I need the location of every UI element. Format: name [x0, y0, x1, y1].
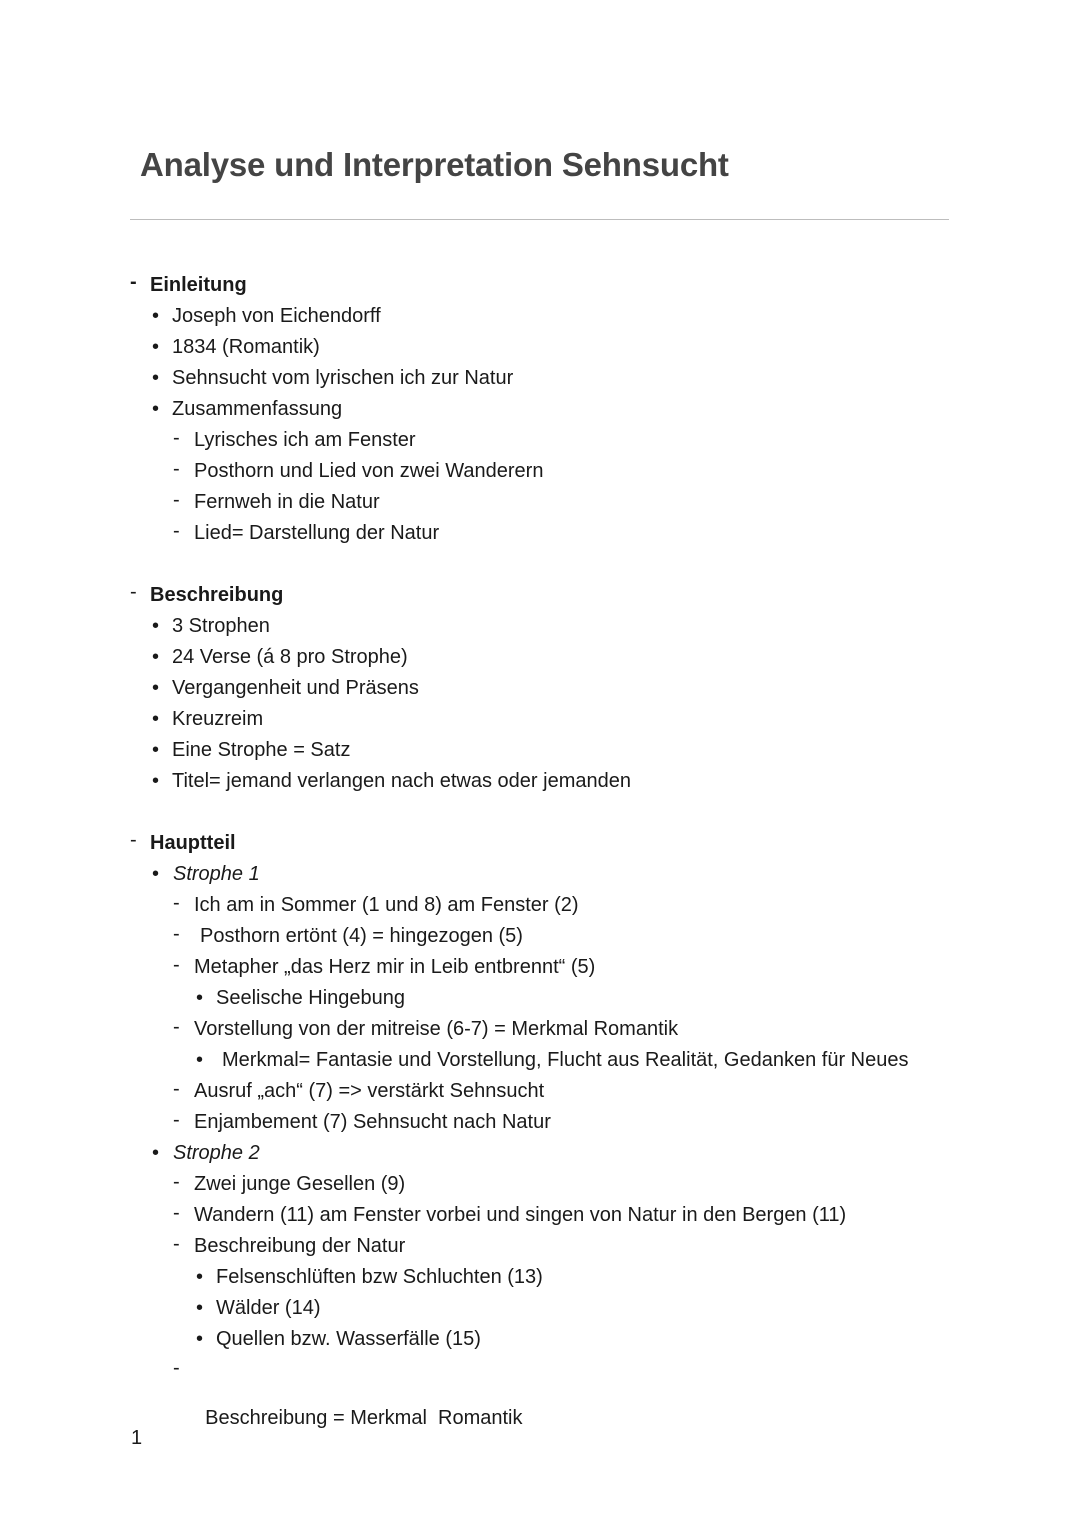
- page-title: Analyse und Interpretation Sehnsucht: [140, 146, 729, 183]
- dash-marker: -: [173, 1357, 180, 1379]
- bullet-marker: •: [152, 367, 160, 389]
- section-heading-label: Einleitung: [150, 274, 247, 296]
- dash-marker: -: [173, 892, 180, 914]
- bullet-marker: •: [152, 739, 160, 761]
- list-item: [152, 707, 264, 731]
- sub-list-item: [173, 520, 440, 545]
- sub-list-item: [173, 923, 523, 948]
- list-item-text: Vorstellung von der mitreise (6-7) = Merkmal Romantik: [194, 1018, 679, 1040]
- sub-list-item: [173, 458, 544, 483]
- bullet-marker: •: [152, 708, 160, 730]
- dash-marker: -: [173, 954, 180, 976]
- page-number: 1: [131, 1427, 143, 1449]
- sub-list-item: [173, 489, 380, 514]
- bullet-marker: •: [152, 770, 160, 792]
- list-item-text: Enjambement (7) Sehnsucht nach Natur: [194, 1111, 551, 1133]
- bullet-marker: •: [196, 1297, 204, 1319]
- list-item: [152, 304, 381, 328]
- title-divider: [130, 219, 949, 220]
- dash-marker: -: [173, 1078, 180, 1100]
- list-item-text: Titel= jemand verlangen nach etwas oder jemanden: [172, 770, 631, 792]
- bullet-marker: •: [152, 336, 160, 358]
- sub-list-item: [173, 427, 416, 452]
- sub-sub-list-item: [196, 1265, 543, 1289]
- sub-list-item: [173, 1016, 679, 1041]
- list-item: [152, 614, 270, 638]
- sub-list-item: [173, 1078, 545, 1103]
- list-item-text: Felsenschlüften bzw Schluchten (13): [216, 1266, 543, 1288]
- dash-marker: -: [130, 271, 137, 293]
- list-item-text: Posthorn und Lied von zwei Wanderern: [194, 460, 544, 482]
- list-item-text: Posthorn ertönt (4) = hingezogen (5): [200, 925, 523, 947]
- bullet-marker: •: [196, 987, 204, 1009]
- section-heading-beschreibung: [130, 581, 284, 607]
- sub-list-item: [173, 1171, 406, 1196]
- bullet-marker: •: [152, 646, 160, 668]
- bullet-marker: •: [196, 1049, 204, 1071]
- dash-marker: -: [130, 581, 137, 603]
- dash-marker: -: [173, 1233, 180, 1255]
- dash-marker: -: [173, 458, 180, 480]
- list-item-text: Merkmal= Fantasie und Vorstellung, Flucht aus Realität, Gedanken für Neues: [222, 1049, 909, 1071]
- list-item-text: Metapher „das Herz mir in Leib entbrennt“ (5): [194, 956, 596, 978]
- list-item: [152, 738, 351, 762]
- section-heading-hauptteil: [130, 829, 236, 855]
- list-item-text: Strophe 1: [173, 863, 260, 885]
- section-heading-einleitung: [130, 271, 247, 297]
- list-item-text: Wälder (14): [216, 1297, 321, 1319]
- dash-marker: -: [173, 923, 180, 945]
- list-item-text: Lied= Darstellung der Natur: [194, 522, 440, 544]
- sub-list-item: [173, 1233, 406, 1258]
- sub-sub-list-item: [196, 1327, 481, 1351]
- list-item-text: Wandern (11) am Fenster vorbei und singen von Natur in den Bergen (11): [194, 1204, 847, 1226]
- bullet-marker: •: [152, 677, 160, 699]
- list-item-text: 24 Verse (á 8 pro Strophe): [172, 646, 408, 668]
- bullet-marker: •: [152, 615, 160, 637]
- dash-marker: -: [173, 520, 180, 542]
- list-item-text: Beschreibung = Merkmal Romantik: [205, 1407, 523, 1429]
- list-item-text: Zusammenfassung: [172, 398, 343, 420]
- list-item-text: Ich am in Sommer (1 und 8) am Fenster (2): [194, 894, 579, 916]
- sub-list-item: [173, 1109, 551, 1134]
- dash-marker: -: [173, 1016, 180, 1038]
- list-item-text: Joseph von Eichendorff: [172, 305, 381, 327]
- sub-list-item: [173, 1357, 523, 1430]
- list-item: [152, 645, 408, 669]
- dash-marker: -: [173, 489, 180, 511]
- bullet-marker: •: [152, 863, 160, 885]
- bullet-marker: •: [196, 1266, 204, 1288]
- sub-sub-list-item: [196, 1048, 909, 1072]
- bullet-marker: •: [196, 1328, 204, 1350]
- sub-sub-list-item: [196, 1296, 321, 1320]
- list-item: [152, 366, 514, 390]
- list-item-text: Ausruf „ach“ (7) => verstärkt Sehnsucht: [194, 1080, 545, 1102]
- list-item-text: Zwei junge Gesellen (9): [194, 1173, 406, 1195]
- sub-list-item: [173, 954, 596, 979]
- list-item: [152, 862, 260, 886]
- dash-marker: -: [173, 1202, 180, 1224]
- list-item: [152, 397, 343, 421]
- list-item: [152, 769, 631, 793]
- dash-marker: -: [173, 1171, 180, 1193]
- section-heading-label: Hauptteil: [150, 832, 236, 854]
- list-item-text: Sehnsucht vom lyrischen ich zur Natur: [172, 367, 514, 389]
- dash-marker: -: [130, 829, 137, 851]
- sub-list-item: [173, 892, 579, 917]
- list-item: [152, 676, 419, 700]
- list-item-text: Strophe 2: [173, 1142, 260, 1164]
- dash-marker: -: [173, 427, 180, 449]
- list-item-text: Quellen bzw. Wasserfälle (15): [216, 1328, 481, 1350]
- list-item-text: Seelische Hingebung: [216, 987, 406, 1009]
- list-item: [152, 335, 320, 359]
- list-item-text: Beschreibung der Natur: [194, 1235, 406, 1257]
- list-item: [152, 1141, 260, 1165]
- bullet-marker: •: [152, 398, 160, 420]
- list-item-text: Fernweh in die Natur: [194, 491, 380, 513]
- list-item-text: Kreuzreim: [172, 708, 264, 730]
- list-item-text: Lyrisches ich am Fenster: [194, 429, 416, 451]
- dash-marker: -: [173, 1109, 180, 1131]
- section-heading-label: Beschreibung: [150, 584, 284, 606]
- sub-list-item: [173, 1202, 847, 1227]
- list-item-text: 3 Strophen: [172, 615, 270, 637]
- sub-sub-list-item: [196, 986, 406, 1010]
- list-item-text: Vergangenheit und Präsens: [172, 677, 419, 699]
- bullet-marker: •: [152, 1142, 160, 1164]
- bullet-marker: •: [152, 305, 160, 327]
- list-item-text: Eine Strophe = Satz: [172, 739, 351, 761]
- list-item-text: 1834 (Romantik): [172, 336, 320, 358]
